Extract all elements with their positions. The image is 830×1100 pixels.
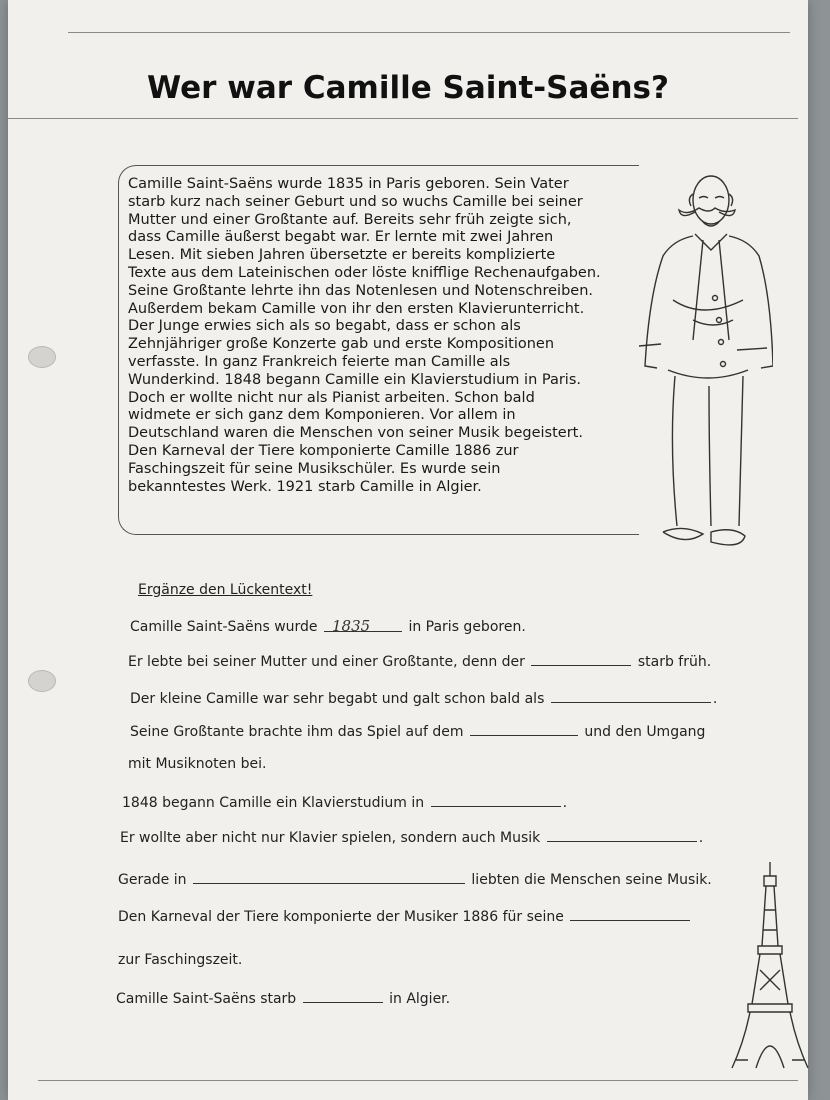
exercise-line-3 <box>130 688 717 707</box>
line-text: Er lebte bei seiner Mutter und einer Großtante, denn der <box>128 654 525 670</box>
story-line: Außerdem bekam Camille von ihr den ersten Klavierunterricht. <box>128 300 585 317</box>
answer-blank[interactable] <box>570 906 690 921</box>
exercise-line-1 <box>130 617 526 635</box>
line-text: . <box>562 795 568 811</box>
eiffel-tower-drawing <box>730 860 810 1072</box>
line-text: . <box>698 830 704 846</box>
line-text: in Algier. <box>389 991 451 1007</box>
exercise-line-6 <box>122 792 567 811</box>
footer-rule <box>38 1080 798 1081</box>
line-text: und den Umgang <box>584 724 706 740</box>
exercise-line-10: zur Faschingszeit. <box>118 952 243 968</box>
exercise-line-2 <box>128 651 711 670</box>
story-line: Camille Saint-Saëns wurde 1835 in Paris geboren. Sein Vater <box>128 176 569 192</box>
answer-blank[interactable] <box>470 721 578 736</box>
answer-blank[interactable]: 1835 <box>324 617 402 632</box>
story-line: bekanntestes Werk. 1921 starb Camille in Algier. <box>128 478 482 495</box>
punch-hole <box>28 670 56 692</box>
line-text: 1848 begann Camille ein Klavierstudium in <box>122 795 425 811</box>
line-text: Camille Saint-Saëns starb <box>116 991 297 1007</box>
story-line: starb kurz nach seiner Geburt und so wuchs Camille bei seiner <box>128 193 583 210</box>
answer-blank[interactable] <box>531 651 631 666</box>
line-text: Seine Großtante brachte ihm das Spiel auf dem <box>130 724 464 740</box>
header-rule-bottom <box>8 118 798 119</box>
worksheet-page <box>8 0 808 1100</box>
story-line: Der Junge erwies sich als so begabt, dass er schon als <box>128 318 521 335</box>
story-line: dass Camille äußerst begabt war. Er lernte mit zwei Jahren <box>128 229 554 246</box>
line-text: starb früh. <box>637 654 712 670</box>
line-text: Gerade in <box>118 872 187 888</box>
line-text: in Paris geboren. <box>408 619 526 635</box>
line-text: Der kleine Camille war sehr begabt und galt schon bald als <box>130 691 545 707</box>
page-title: Wer war Camille Saint-Saëns? <box>147 70 669 106</box>
story-line: Faschingszeit für seine Musikschüler. Es wurde sein <box>128 460 501 477</box>
story-line: widmete er sich ganz dem Komponieren. Vor allem in <box>128 407 516 424</box>
answer-blank[interactable] <box>547 827 697 842</box>
line-text: . <box>712 691 718 707</box>
story-line: Seine Großtante lehrte ihn das Notenlesen und Notenschreiben. <box>128 282 593 299</box>
line-text: Er wollte aber nicht nur Klavier spielen, sondern auch Musik <box>120 830 541 846</box>
exercise-line-5: mit Musiknoten bei. <box>128 756 267 772</box>
header-rule-top <box>68 32 790 33</box>
answer-blank[interactable] <box>551 688 711 703</box>
story-line: Doch er wollte nicht nur als Pianist arbeiten. Schon bald <box>128 389 535 406</box>
story-line: Lesen. Mit sieben Jahren übersetzte er bereits komplizierte <box>128 247 556 264</box>
punch-hole <box>28 346 56 368</box>
saint-saens-portrait <box>633 160 773 560</box>
exercise-line-7 <box>120 827 703 846</box>
exercise-line-4 <box>130 721 705 740</box>
story-line: Wunderkind. 1848 begann Camille ein Klavierstudium in Paris. <box>128 371 581 388</box>
answer-blank[interactable] <box>431 792 561 807</box>
story-text <box>128 176 648 496</box>
exercise-line-8 <box>118 869 712 888</box>
story-line: Mutter und einer Großtante auf. Bereits sehr früh zeigte sich, <box>128 211 572 228</box>
exercise-line-9 <box>118 906 692 925</box>
exercise-heading: Ergänze den Lückentext! <box>138 582 313 598</box>
story-line: Zehnjähriger große Konzerte gab und erste Kompositionen <box>128 336 555 353</box>
line-text: liebten die Menschen seine Musik. <box>471 872 712 888</box>
line-text: Camille Saint-Saëns wurde <box>130 619 318 635</box>
story-line: Texte aus dem Lateinischen oder löste knifflige Rechenaufgaben. <box>128 264 601 281</box>
story-line: verfasste. In ganz Frankreich feierte man Camille als <box>128 353 511 370</box>
line-text: Den Karneval der Tiere komponierte der Musiker 1886 für seine <box>118 909 564 925</box>
story-line: Deutschland waren die Menschen von seiner Musik begeistert. <box>128 425 583 442</box>
exercise-line-11 <box>116 988 450 1007</box>
answer-blank[interactable] <box>303 988 383 1003</box>
answer-blank[interactable] <box>193 869 465 884</box>
story-line: Den Karneval der Tiere komponierte Camille 1886 zur <box>128 442 519 459</box>
